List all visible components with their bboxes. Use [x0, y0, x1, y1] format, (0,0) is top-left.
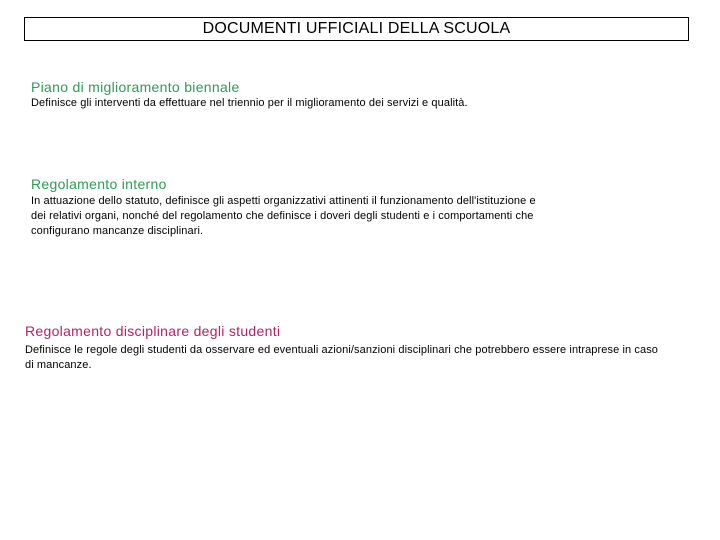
- section-description: Definisce le regole degli studenti da osservare ed eventuali azioni/sanzioni disciplinari che potrebbero essere intraprese in caso di mancanze.: [25, 344, 659, 371]
- section-regolamento-disciplinare: [25, 323, 665, 373]
- section-heading[interactable]: Regolamento interno: [31, 176, 167, 192]
- page-title-box: [24, 17, 689, 41]
- section-description: In attuazione dello statuto, definisce gli aspetti organizzativi attinenti il funzionamento dell'istituzione e dei relativi organi, nonché del regolamento che definisce i doveri degli studenti e i comportamenti che configurano mancanze disciplinari.: [31, 195, 536, 237]
- page-title: DOCUMENTI UFFICIALI DELLA SCUOLA: [202, 20, 511, 37]
- section-piano-miglioramento: [31, 79, 671, 111]
- section-heading[interactable]: Regolamento disciplinare degli studenti: [25, 323, 281, 339]
- section-heading[interactable]: Piano di miglioramento biennale: [31, 79, 240, 95]
- section-regolamento-interno: [31, 176, 551, 239]
- section-description: Definisce gli interventi da effettuare nel triennio per il miglioramento dei servizi e qualità.: [31, 97, 468, 109]
